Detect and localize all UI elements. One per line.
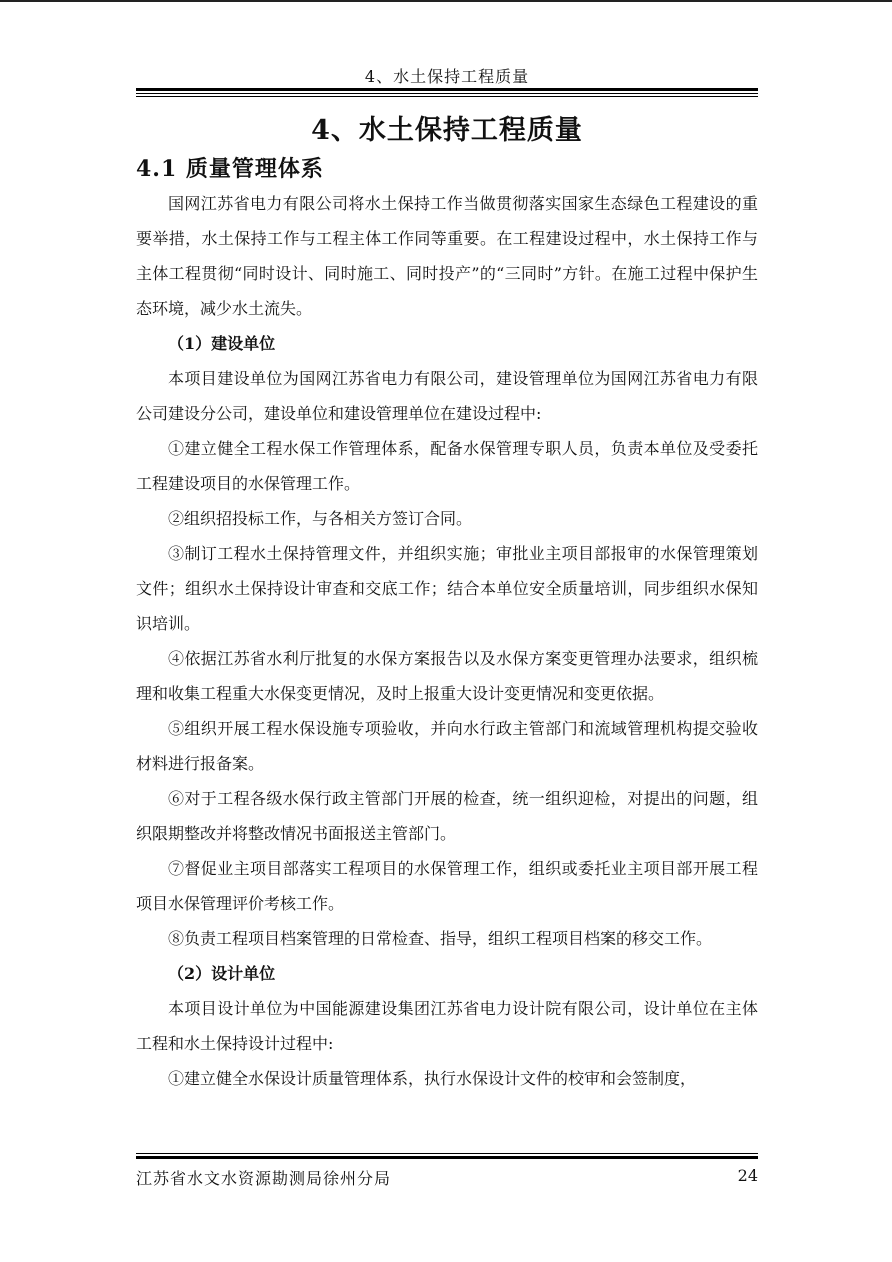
list-item: ①建立健全水保设计质量管理体系，执行水保设计文件的校审和会签制度， bbox=[168, 1069, 697, 1088]
list-item: ①建立健全工程水保工作管理体系，配备水保管理专职人员，负责本单位及受委托工程建设项目的水保管理工作。 bbox=[136, 439, 758, 493]
paragraph: 本项目设计单位为中国能源建设集团江苏省电力设计院有限公司，设计单位在主体工程和水土保持设计过程中: bbox=[136, 999, 758, 1053]
running-header: 4、水土保持工程质量 bbox=[364, 67, 530, 86]
subheading-design-unit: （2）设计单位 bbox=[168, 964, 276, 983]
footer-rule-thick bbox=[136, 1156, 758, 1159]
header-rule-thin-2 bbox=[136, 96, 758, 97]
header-rule-thin bbox=[136, 93, 758, 94]
list-item: ②组织招投标工作，与各相关方签订合同。 bbox=[168, 509, 473, 528]
paragraph: 国网江苏省电力有限公司将水土保持工作当做贯彻落实国家生态绿色工程建设的重要举措，水土保持工作与工程主体工作同等重要。在工程建设过程中，水土保持工作与主体工程贯彻“同时设计、同时施工、同时投产”的“三同时”方针。在施工过程中保护生态环境，减少水土流失。 bbox=[136, 194, 758, 318]
body-text bbox=[136, 186, 758, 1096]
header-rule-thick bbox=[136, 88, 758, 91]
list-item: ③制订工程水土保持管理文件，并组织实施；审批业主项目部报审的水保管理策划文件；组织水土保持设计审查和交底工作；结合本单位安全质量培训，同步组织水保知识培训。 bbox=[136, 544, 758, 633]
list-item: ⑧负责工程项目档案管理的日常检查、指导，组织工程项目档案的移交工作。 bbox=[168, 929, 713, 948]
list-item: ⑥对于工程各级水保行政主管部门开展的检查，统一组织迎检，对提出的问题，组织限期整改并将整改情况书面报送主管部门。 bbox=[136, 789, 758, 843]
page-number: 24 bbox=[737, 1166, 758, 1185]
footer-organization: 江苏省水文水资源勘测局徐州分局 bbox=[136, 1169, 392, 1188]
subheading-construction-unit: （1）建设单位 bbox=[168, 334, 276, 353]
list-item: ⑦督促业主项目部落实工程项目的水保管理工作，组织或委托业主项目部开展工程项目水保管理评价考核工作。 bbox=[136, 859, 758, 913]
list-item: ④依据江苏省水利厅批复的水保方案报告以及水保方案变更管理办法要求，组织梳理和收集工程重大水保变更情况，及时上报重大设计变更情况和变更依据。 bbox=[136, 649, 758, 703]
footer-rule-thin bbox=[136, 1153, 758, 1154]
section-title: 4.1 质量管理体系 bbox=[136, 156, 324, 182]
page-top-border bbox=[0, 0, 892, 2]
chapter-title: 4、水土保持工程质量 bbox=[311, 115, 583, 146]
paragraph: 本项目建设单位为国网江苏省电力有限公司，建设管理单位为国网江苏省电力有限公司建设分公司，建设单位和建设管理单位在建设过程中: bbox=[136, 369, 758, 423]
list-item: ⑤组织开展工程水保设施专项验收，并向水行政主管部门和流域管理机构提交验收材料进行报备案。 bbox=[136, 719, 758, 773]
